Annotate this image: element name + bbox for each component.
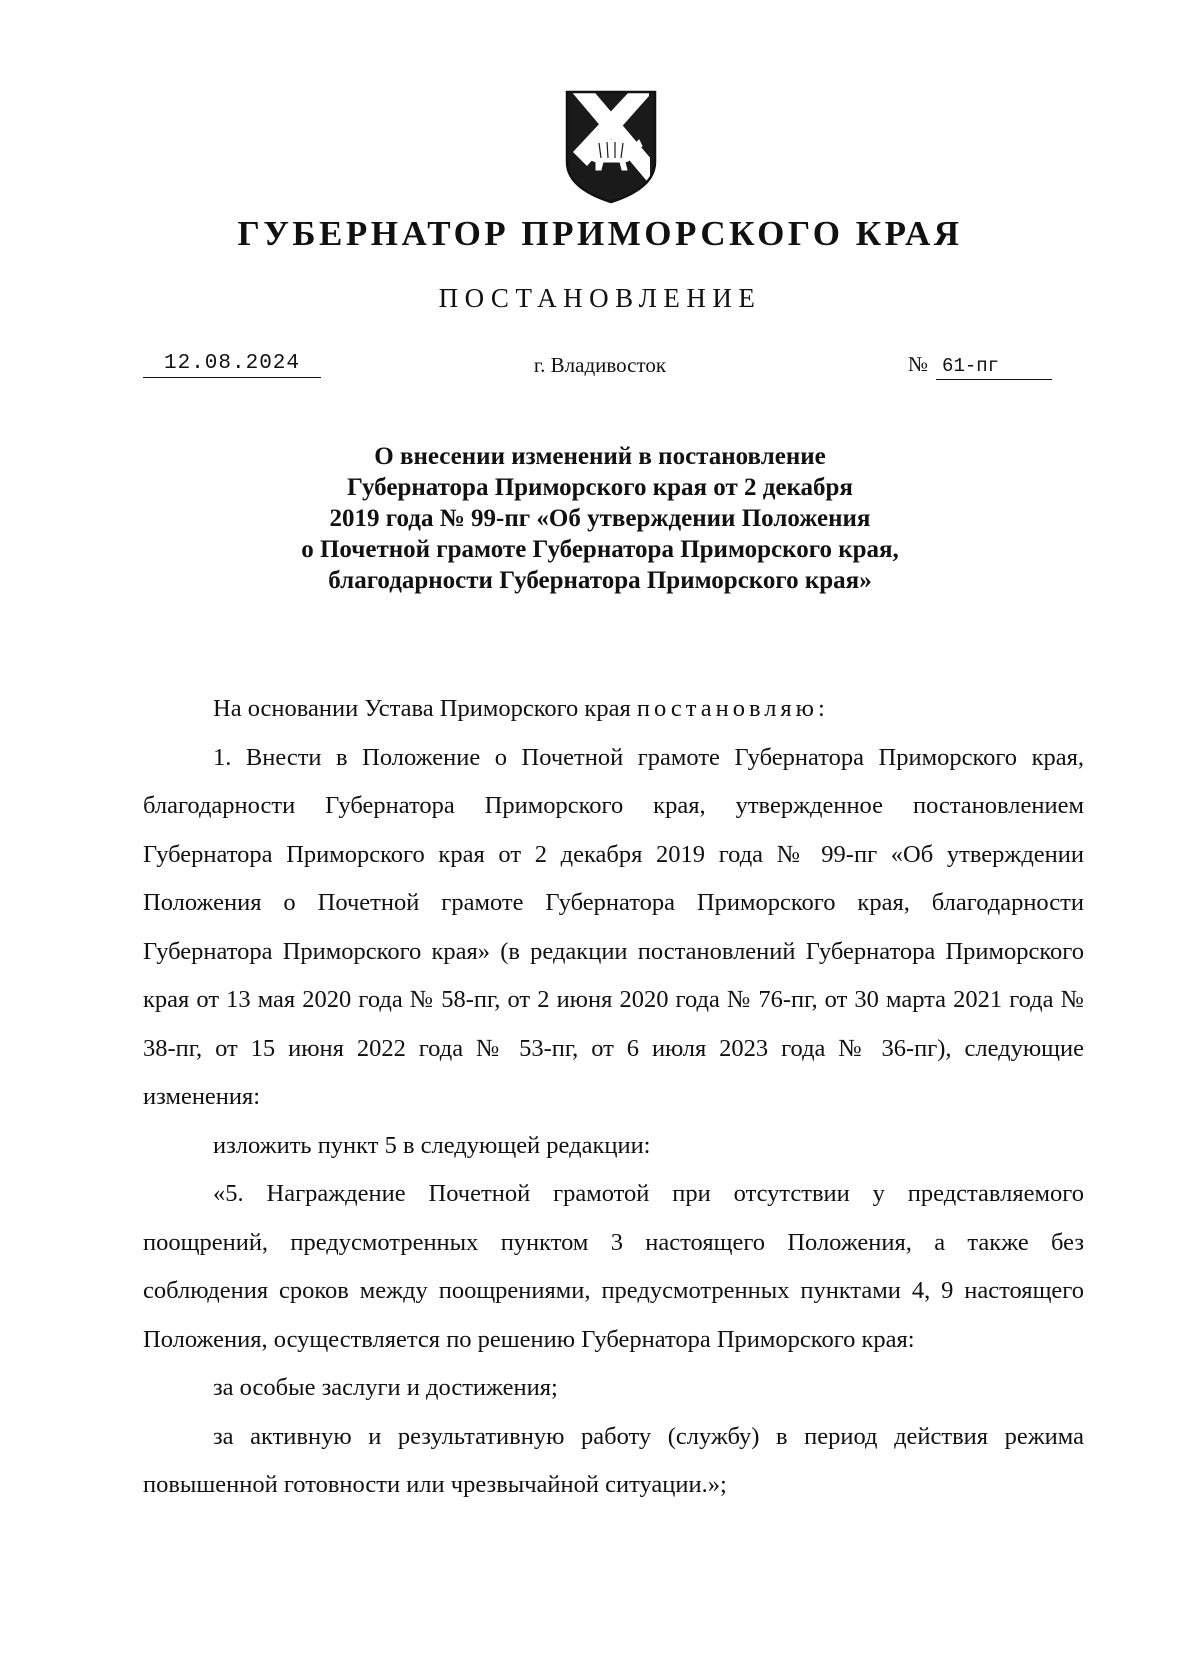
paragraph-1: 1. Внести в Положение о Почетной грамоте Губернатора Приморского края, благодарности Губернатора Приморского края, утвержденное постановлением Губернатора Приморского края от 2 декабря 2019 года № 99-пг «Об утверждении Положения о Почетной грамоте Губернатора Приморского края, благодарности Губернатора Приморского края» (в редакции постановлений Губернатора Приморского края от 13 мая 2020 года № 58-пг, от 2 июня 2020 года № 76-пг, от 30 марта 2021 года № 38-пг, от 15 июня 2022 года № 53-пг, от 6 июля 2023 года № 36-пг), следующие изменения: [143,743,1084,1110]
document-subject [0,441,1200,596]
paragraph-2: изложить пункт 5 в следующей редакции: [213,1131,651,1159]
intro-colon: : [818,695,825,722]
number-sign: № [908,352,929,376]
coat-of-arms-icon [563,88,659,206]
subject-line: О внесении изменений в постановление [374,443,826,470]
intro-text: На основании Устава Приморского края [213,695,637,722]
org-title: ГУБЕРНАТОР ПРИМОРСКОГО КРАЯ [237,214,963,253]
document-type: ПОСТАНОВЛЕНИЕ [438,283,762,313]
intro-paragraph [143,685,1084,734]
paragraph-3: «5. Награждение Почетной грамотой при отсутствии у представляемого поощрений, предусмотренных пунктом 3 настоящего Положения, а также без соблюдения сроков между поощрениями, предусмотренных пунктами 4, 9 настоящего Положения, осуществляется по решению Губернатора Приморского края: [143,1180,1084,1353]
subject-line: о Почетной грамоте Губернатора Приморского края, [301,536,899,563]
subject-line: Губернатора Приморского края от 2 декабря [347,474,853,501]
decree-word: постановляю [636,695,818,722]
document-number [908,351,1052,380]
paragraph-5: за активную и результативную работу (службу) в период действия режима повышенной готовности или чрезвычайной ситуации.»; [143,1422,1084,1498]
document-date: 12.08.2024 [143,351,321,378]
subject-line: благодарности Губернатора Приморского края» [328,567,872,594]
document-body [143,685,1084,1510]
subject-line: 2019 года № 99-пг «Об утверждении Положения [329,505,871,532]
number-value: 61-пг [936,353,1052,380]
paragraph-4: за особые заслуги и достижения; [213,1374,558,1401]
document-city: г. Владивосток [533,353,667,377]
